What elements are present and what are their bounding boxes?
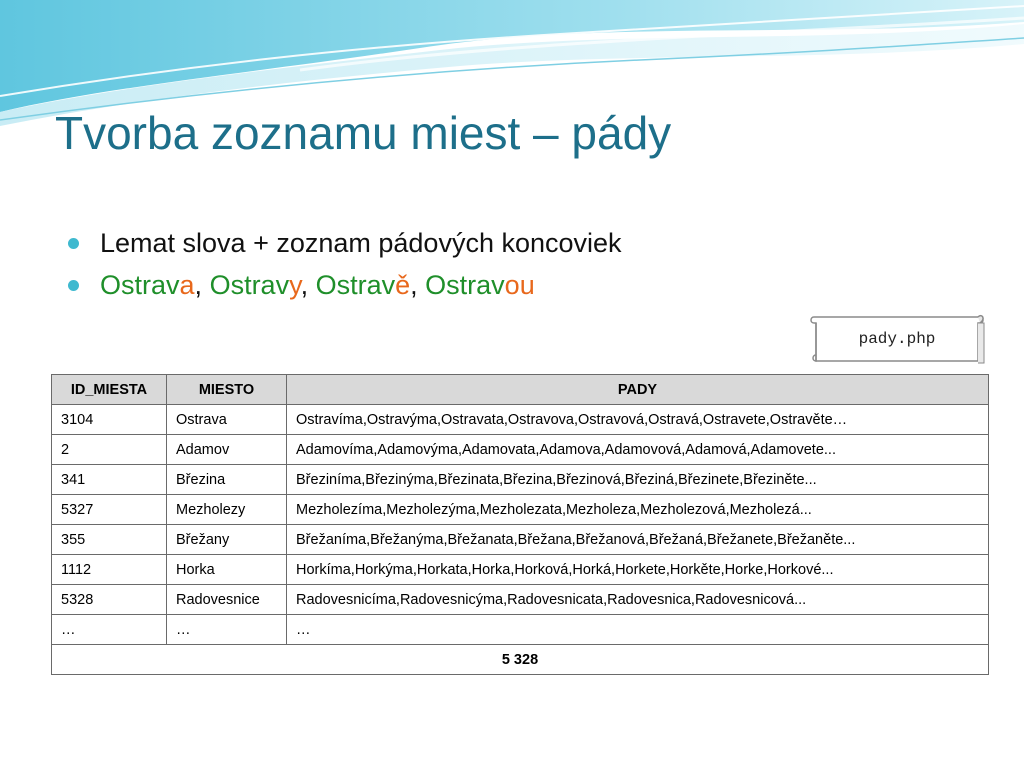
cell-id: … [52, 615, 167, 645]
header-id: ID_MIESTA [52, 375, 167, 405]
word-ending: a [179, 270, 195, 300]
cell-id: 5328 [52, 585, 167, 615]
table-row [52, 615, 989, 645]
file-label-scroll [808, 311, 986, 367]
places-table [51, 374, 989, 675]
table-row [52, 405, 989, 435]
bullet-list [64, 222, 622, 306]
cell-place: Ostrava [167, 405, 287, 435]
word-stem: Ostrav [315, 270, 396, 300]
bullet-dot-icon [68, 238, 79, 249]
cell-id: 3104 [52, 405, 167, 435]
cell-cases: … [287, 615, 989, 645]
table-row [52, 435, 989, 465]
word-stem: Ostrav [425, 270, 505, 300]
cell-cases: Břežaníma,Břežanýma,Břežanata,Břežana,Břežanová,Břežaná,Břežanete,Břežaněte... [287, 525, 989, 555]
cell-cases: Mezholezíma,Mezholezýma,Mezholezata,Mezholeza,Mezholezová,Mezholezá... [287, 495, 989, 525]
cell-place: Radovesnice [167, 585, 287, 615]
cell-place: Břežany [167, 525, 287, 555]
table-row [52, 585, 989, 615]
word-ending: ou [504, 270, 535, 300]
table-row [52, 495, 989, 525]
cell-cases: Horkíma,Horkýma,Horkata,Horka,Horková,Horká,Horkete,Horkěte,Horke,Horkové... [287, 555, 989, 585]
separator: , [194, 270, 210, 300]
separator: , [410, 270, 426, 300]
table-row [52, 465, 989, 495]
cell-cases: Ostravíma,Ostravýma,Ostravata,Ostravova,Ostravová,Ostravá,Ostravete,Ostravěte… [287, 405, 989, 435]
word-stem: Ostrav [100, 270, 180, 300]
word-ending: ě [395, 270, 411, 300]
word-ending: y [289, 270, 301, 300]
slide-title: Tvorba zoznamu miest – pády [55, 107, 672, 159]
bullet-item [64, 264, 622, 306]
separator: , [300, 270, 316, 300]
table-total-row [52, 645, 989, 675]
table-header-row [52, 375, 989, 405]
total-count: 5 328 [52, 645, 989, 675]
cell-cases: Adamovíma,Adamovýma,Adamovata,Adamova,Adamovová,Adamová,Adamovete... [287, 435, 989, 465]
cell-cases: Radovesnicíma,Radovesnicýma,Radovesnicata,Radovesnica,Radovesnicová... [287, 585, 989, 615]
cell-cases: Březiníma,Březinýma,Březinata,Březina,Březinová,Březiná,Březinete,Březiněte... [287, 465, 989, 495]
word-stem: Ostrav [209, 270, 290, 300]
cell-id: 355 [52, 525, 167, 555]
bullet-item [64, 222, 622, 264]
cell-id: 1112 [52, 555, 167, 585]
table-row [52, 555, 989, 585]
cell-place: Horka [167, 555, 287, 585]
cell-place: … [167, 615, 287, 645]
file-label: pady.php [858, 330, 936, 348]
header-cases: PADY [287, 375, 989, 405]
cell-id: 2 [52, 435, 167, 465]
cell-id: 5327 [52, 495, 167, 525]
bullet-dot-icon [68, 280, 79, 291]
header-place: MIESTO [167, 375, 287, 405]
cell-id: 341 [52, 465, 167, 495]
cell-place: Mezholezy [167, 495, 287, 525]
table-row [52, 525, 989, 555]
cell-place: Březina [167, 465, 287, 495]
bullet-text: Lemat slova + zoznam pádových koncoviek [100, 228, 622, 258]
cell-place: Adamov [167, 435, 287, 465]
